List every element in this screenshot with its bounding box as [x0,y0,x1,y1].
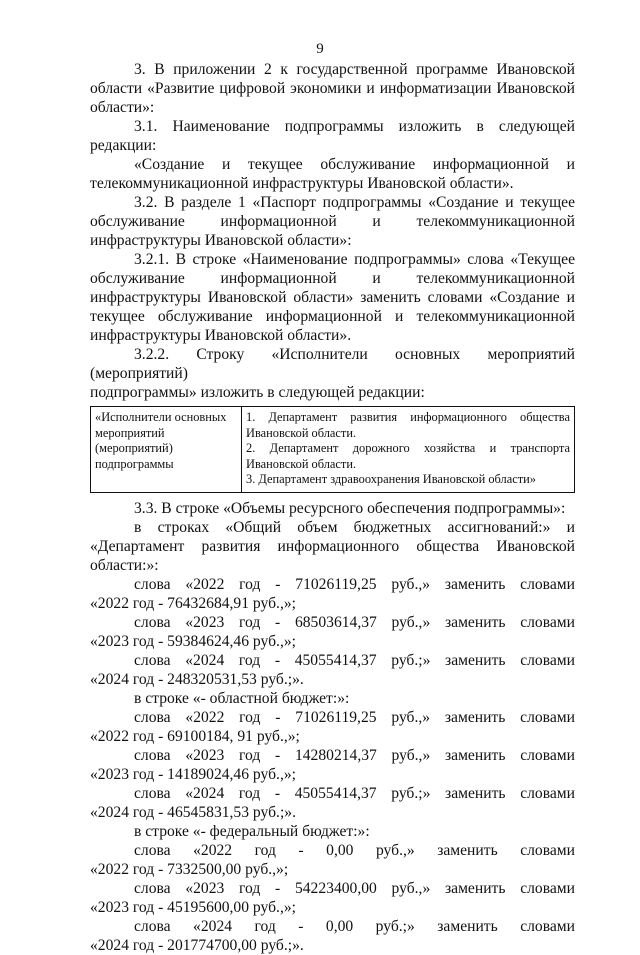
cell-line: 2. Департамент дорожного хозяйства и транспорта [246,441,570,455]
word: - [274,651,281,669]
word: руб.;» [391,651,431,669]
word: слова [134,613,171,631]
amendment-block-total [90,575,575,689]
paragraph-3-1 [90,117,575,193]
word: год [238,784,261,802]
word: - [298,917,304,935]
paragraph-3 [90,60,575,117]
cell-line: 1. Департамент развития информационного общества [246,410,570,424]
amendment-block-regional [90,689,575,822]
word: «2022 [185,708,225,726]
word: год [239,746,261,764]
word: «2024 [185,784,225,802]
word: «2023 [185,746,225,764]
text-line: инфраструктуры Ивановской области» заменить словами «Создание и [90,289,575,306]
word: 45055414,37 [294,651,377,669]
word: 71026119,25 [295,708,377,726]
table-cell-label [91,407,242,493]
word: заменить [444,613,506,631]
word: 45055414,37 [294,784,377,802]
amendment-row [90,746,575,765]
amendment-row [90,841,575,860]
word: 0,00 [325,917,354,935]
word: заменить [444,879,506,897]
word: словами [520,575,575,593]
word: - [274,784,281,802]
word: руб.,» [391,746,431,764]
word: словами [520,879,575,897]
word: «2024 [193,917,233,935]
replacement-text: «2024 год - 46545831,53 руб.;». [90,803,296,821]
word: слова [134,784,171,802]
block-heading: в строке «- федеральный бюджет:»: [134,822,370,840]
word: «2022 [193,841,233,859]
word: - [275,746,281,764]
word: «2023 [185,879,225,897]
amendment-row [90,708,575,727]
paragraph-3-3 [90,499,575,575]
replacement-text: «2022 год - 76432684,91 руб.,»; [90,594,296,612]
text-line: текущее обслуживание информационной и телекоммуникационной [90,308,575,325]
word: словами [520,708,575,726]
word: 71026119,25 [295,575,377,593]
paragraph-3-2 [90,193,575,250]
cell-line: Ивановской области. [246,456,357,471]
word: - [275,879,281,897]
word: год [239,879,261,897]
word: слова [134,879,171,897]
replacement-text: «2024 год - 201774700,00 руб.;». [90,936,304,954]
text-line: обслуживание информационной и телекоммуникационной [90,270,575,287]
word: руб.,» [391,575,431,593]
word: руб.,» [375,841,415,859]
amendment-row [90,917,575,936]
word: заменить [445,651,506,669]
cell-line: «Исполнители основных [95,410,227,424]
word: руб.;» [375,917,415,935]
cell-line: подпрограммы [95,456,174,471]
replacement-text: «2022 год - 7332500,00 руб.,»; [90,860,289,878]
word: - [275,613,281,631]
word: 68503614,37 [294,613,377,631]
replacement-text: «2023 год - 59384624,46 руб.,»; [90,632,296,650]
word: заменить [437,917,498,935]
replacement-text: «2023 год - 45195600,00 руб.,»; [90,898,296,916]
word: год [239,613,261,631]
text-line: 3.2. В разделе 1 «Паспорт подпрограммы «Создание и текущее [134,194,575,211]
word: заменить [445,784,506,802]
text-line: 3.2.1. В строке «Наименование подпрограммы» слова «Текущее [134,251,575,268]
word: заменить [437,841,498,859]
text-line: 3.1. Наименование подпрограммы изложить в следующей редакции: [90,118,575,154]
document-body [90,60,575,955]
amendment-row [90,651,575,670]
text-line: «Создание и текущее обслуживание информационной и [134,156,575,173]
word: - [275,575,281,593]
block-heading: в строке «- областной бюджет:»: [134,689,350,707]
word: руб.,» [391,879,431,897]
text-line: области «Развитие цифровой экономики и информатизации Ивановской [90,80,575,97]
word: словами [520,784,575,802]
text-line: 3.3. В строке «Объемы ресурсного обеспечения подпрограммы»: [134,499,566,517]
replacement-text: «2023 год - 14189024,46 руб.,»; [90,765,296,783]
cell-line: Ивановской области. [246,425,357,440]
word: - [275,708,281,726]
word: слова [134,575,171,593]
word: - [298,841,304,859]
cell-line: 3. Департамент здравоохранения Ивановской области» [246,472,536,486]
amendment-block-federal [90,822,575,955]
word: год [239,708,261,726]
word: слова [134,841,171,859]
word: руб.;» [391,784,431,802]
text-line: инфраструктуры Ивановской области». [90,327,352,344]
table-row [91,407,575,493]
word: словами [520,746,575,764]
page-number: 9 [316,41,324,57]
amendment-row [90,575,575,594]
word: год [238,651,261,669]
word: «2022 [185,575,225,593]
text-line: обслуживание информационной и телекоммуникационной [90,213,575,230]
word: словами [520,917,575,935]
text-line: области:»: [90,556,159,574]
cell-line: мероприятий [95,425,165,440]
word: 54223400,00 [294,879,377,897]
text-line: 3.2.2. Строку «Исполнители основных мероприятий (мероприятий) [90,346,575,382]
text-line: 3. В приложении 2 к государственной программе Ивановской [134,61,575,78]
word: год [239,575,261,593]
word: слова [134,651,171,669]
amendment-row [90,879,575,898]
word: слова [134,708,171,726]
amendment-row [90,784,575,803]
word: «2023 [185,613,225,631]
replacement-text: «2024 год - 248320531,53 руб.;». [90,670,304,688]
word: словами [520,651,575,669]
amendment-row [90,613,575,632]
text-line: инфраструктуры Ивановской области»: [90,232,352,249]
paragraph-3-2-1 [90,250,575,345]
word: год [254,841,276,859]
word: словами [520,841,575,859]
word: слова [134,746,171,764]
word: заменить [444,575,506,593]
paragraph-3-2-2 [90,345,575,402]
word: руб.,» [391,708,431,726]
table-cell-value [242,407,575,493]
word: год [254,917,276,935]
text-line: области»: [90,99,155,116]
cell-line: (мероприятий) [95,441,173,455]
executors-table [90,406,575,493]
text-line: «Департамент развития информационного общества Ивановской [90,537,575,555]
text-line: телекоммуникационной инфраструктуры Ивановской области». [90,175,514,192]
word: слова [134,917,171,935]
word: заменить [444,708,506,726]
word: словами [520,613,575,631]
text-line: подпрограммы» изложить в следующей редакции: [90,384,425,401]
word: 14280214,37 [294,746,377,764]
word: «2024 [185,651,225,669]
replacement-text: «2022 год - 69100184, 91 руб.,»; [90,727,300,745]
word: заменить [444,746,506,764]
word: руб.,» [391,613,431,631]
text-line: в строках «Общий объем бюджетных ассигнований:» и [134,518,575,536]
word: 0,00 [326,841,354,859]
